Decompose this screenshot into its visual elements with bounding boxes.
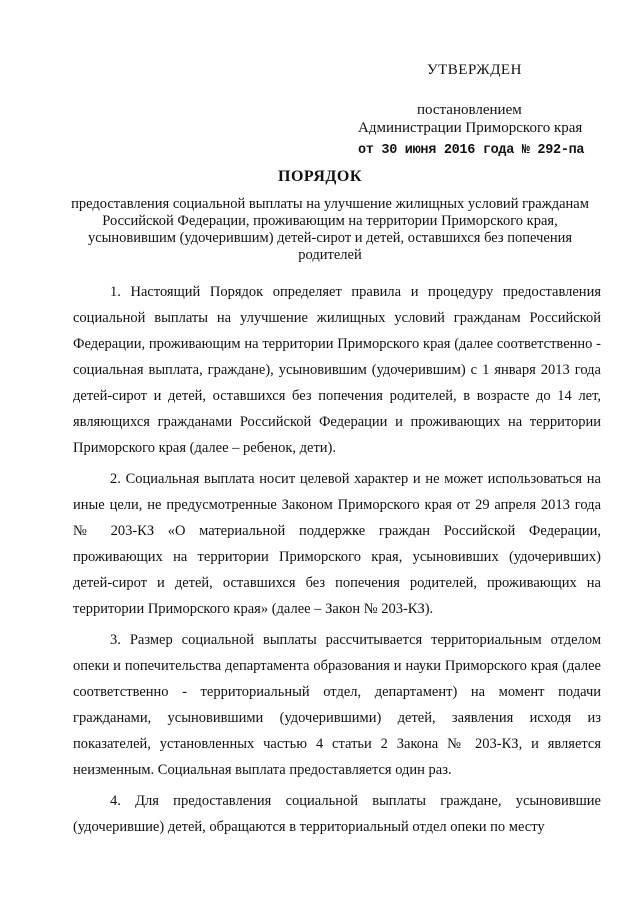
paragraph-3: 3. Размер социальной выплаты рассчитывается территориальным отделом опеки и попечительства департамента образования и науки Приморского края (далее соответственно - территориальный отдел, департамент) на момент подачи гражданами, усыновившими (удочерившими) детей, заявления исходя из показателей, установленных частью 4 статьи 2 Закона № 203-КЗ, и является неизменным. Социальная выплата предоставляется один раз. [73,632,601,778]
paragraph-2: 2. Социальная выплата носит целевой характер и не может использоваться на иные цели, не предусмотренные Законом Приморского края от 29 апреля 2013 года № 203-КЗ «О материальной поддержке граждан Российской Федерации, проживающих на территории Приморского края, усыновивших (удочеривших) детей-сирот и детей, оставшихся без попечения родителей, проживающих на территории Приморского края» (далее – Закон № 203-КЗ). [73,471,601,617]
document-body [73,279,601,845]
approval-title: УТВЕРЖДЕН [427,62,522,78]
paragraph-1: 1. Настоящий Порядок определяет правила и процедуру предоставления социальной выплаты на улучшение жилищных условий гражданам Российской Федерации, проживающим на территории Приморского края (далее соответственно - социальная выплата, граждане), усыновившим (удочерившим) с 1 января 2013 года детей-сирот и детей, оставшихся без попечения родителей, в возрасте до 14 лет, являющихся гражданами Российской Федерации и проживающих на территории Приморского края (далее – ребенок, дети). [73,284,601,456]
paragraph-4: 4. Для предоставления социальной выплаты граждане, усыновившие (удочерившие) детей, обращаются в территориальный отдел опеки по месту [73,793,601,835]
document-title: ПОРЯДОК [278,168,362,185]
approval-line-administration: Администрации Приморского края [358,120,583,136]
document-subtitle: предоставления социальной выплаты на улучшение жилищных условий гражданам Российской Федерации, проживающим на территории Приморского края, усыновившим (удочерившим) детей-сирот и детей, оставшихся без попечения родителей [71,196,589,263]
approval-line-resolution: постановлением [417,102,522,118]
approval-line-date-number: от 30 июня 2016 года № 292-па [358,143,585,158]
